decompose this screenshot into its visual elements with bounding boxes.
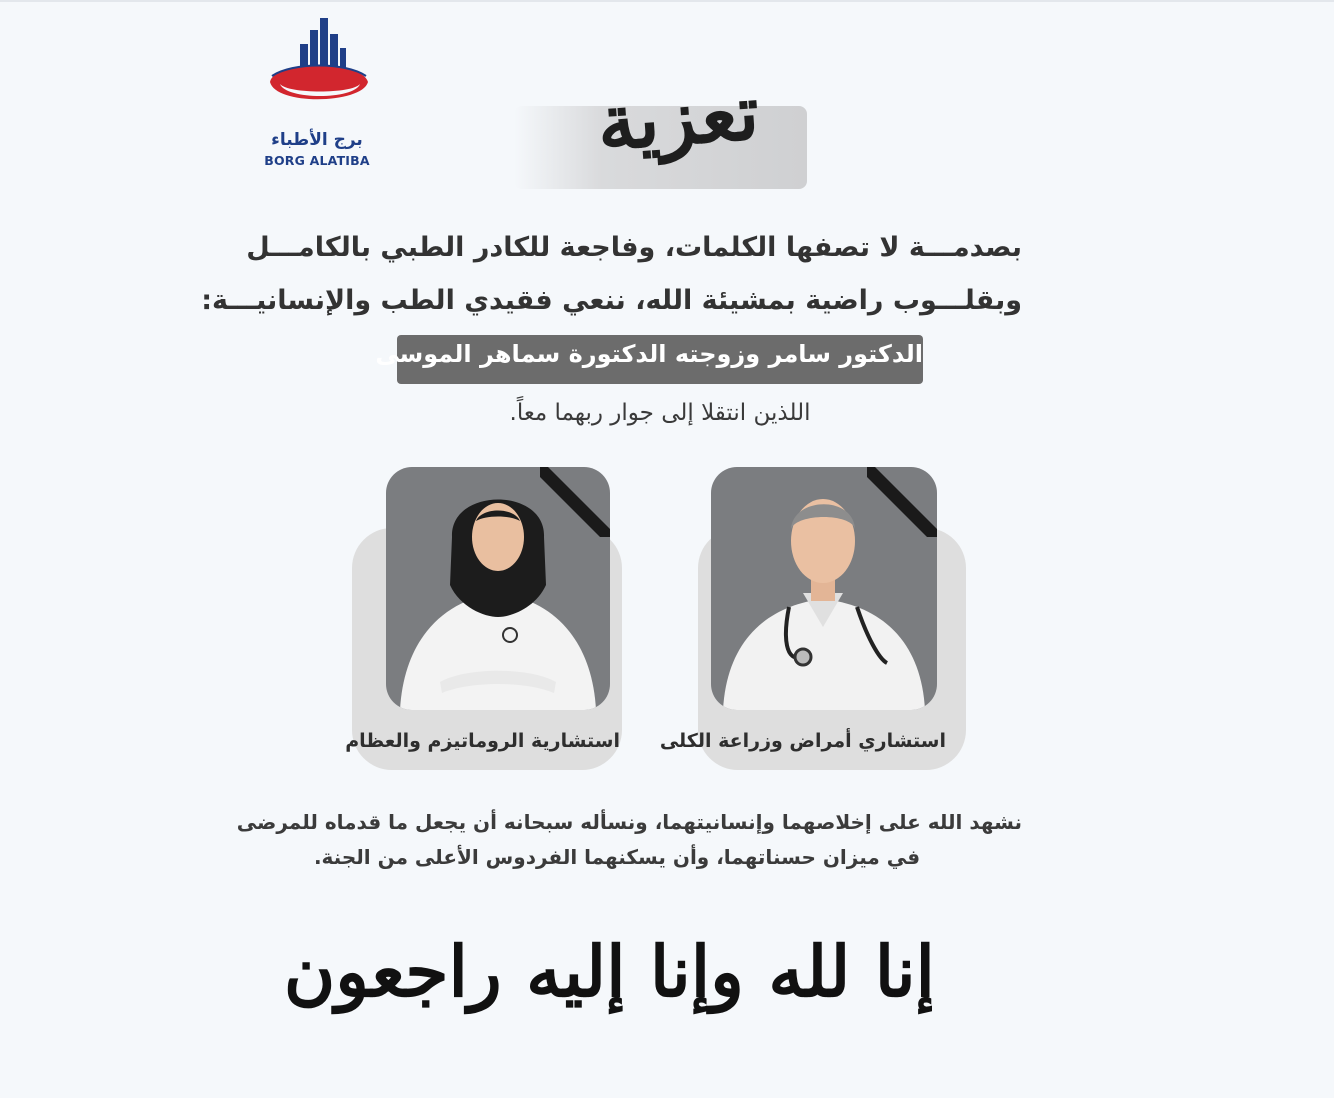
message-line-2: وبقلـــوب راضية بمشيئة الله، ننعي فقيدي الطب والإنسانيـــة: [201, 285, 1022, 316]
mourning-ribbon-icon [867, 467, 937, 537]
deceased-names: الدكتور سامر وزوجته الدكتورة سماهر الموسى [375, 340, 923, 368]
mourning-ribbon-icon [540, 467, 610, 537]
doctor-photo-female [386, 467, 610, 710]
message-line-4: اللذين انتقلا إلى جوار ربهما معاً. [509, 400, 811, 426]
logo-arabic-text: برج الأطباء [271, 130, 363, 150]
prayer-line-2: في ميزان حسناتهما، وأن يسكنهما الفردوس الأعلى من الجنة. [313, 845, 921, 869]
building-arc-logo-icon [262, 14, 374, 126]
page-title: تعزية [594, 67, 762, 168]
doctor-caption-male: استشاري أمراض وزراعة الكلى [659, 730, 946, 752]
closing-calligraphy: إنا لله وإنا إليه راجعون [283, 930, 935, 1013]
doctor-photo-male [711, 467, 937, 710]
doctor-caption-female: استشارية الروماتيزم والعظام [345, 730, 620, 752]
message-line-1: بصدمـــة لا تصفها الكلمات، وفاجعة للكادر الطبي بالكامـــل [246, 232, 1022, 263]
brand-logo [262, 14, 374, 168]
prayer-line-1: نشهد الله على إخلاصهما وإنسانيتهما، ونسأله سبحانه أن يجعل ما قدماه للمرضى [236, 810, 1022, 834]
logo-english-text: BORG ALATIBA [264, 153, 370, 168]
